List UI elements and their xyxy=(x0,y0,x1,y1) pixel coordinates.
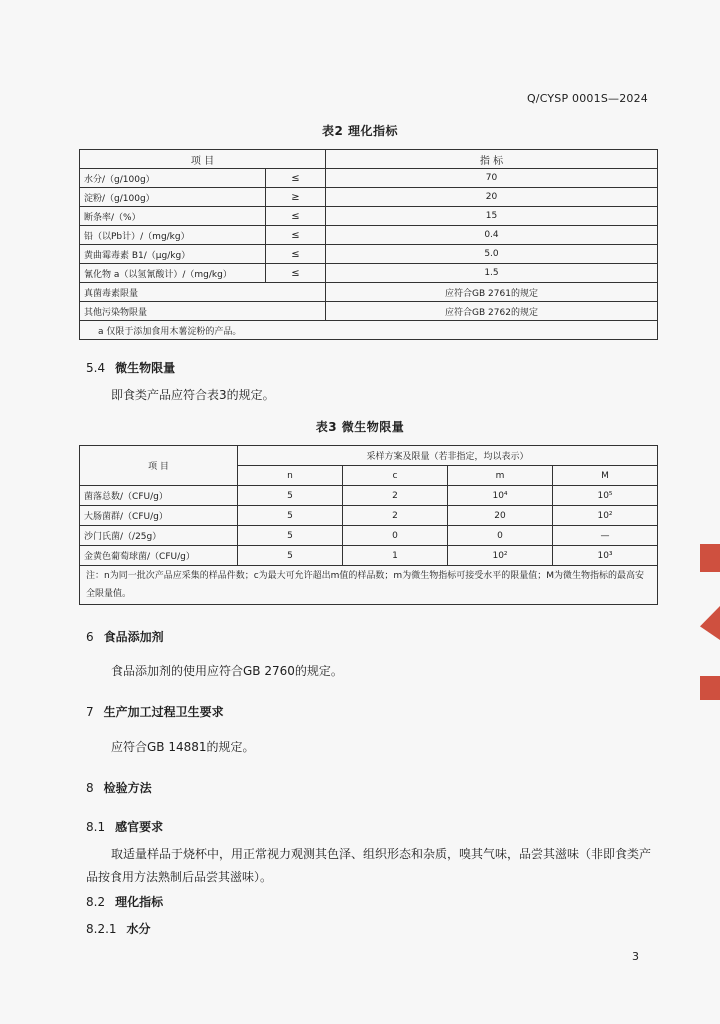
row-item: 菌落总数/（CFU/g） xyxy=(80,486,238,506)
row-m: 0 xyxy=(448,526,553,546)
row-value: 0.4 xyxy=(326,226,658,245)
table2-caption: 表2 理化指标 xyxy=(321,124,399,138)
table-row xyxy=(80,486,658,506)
section-title: 理化指标 xyxy=(115,895,164,909)
row-symbol: ≤ xyxy=(266,169,326,188)
row-value: 应符合GB 2762的规定 xyxy=(326,302,658,321)
row-item: 其他污染物限量 xyxy=(80,302,326,321)
row-value: 1.5 xyxy=(326,264,658,283)
section-title: 微生物限量 xyxy=(115,361,176,375)
row-value: 20 xyxy=(326,188,658,207)
table-row xyxy=(80,226,658,245)
section-6-heading xyxy=(86,628,164,645)
header-index: 指 标 xyxy=(326,150,658,169)
document-code: Q/CYSP 0001S—2024 xyxy=(526,92,648,105)
seal-stamp-fragment xyxy=(700,606,720,640)
row-item: 氰化物 a（以氢氰酸计）/（mg/kg） xyxy=(80,264,266,283)
section-8-1-heading xyxy=(86,818,163,835)
row-c: 1 xyxy=(343,546,448,566)
header-n: n xyxy=(238,466,343,486)
table-row xyxy=(80,264,658,283)
row-m: 20 xyxy=(448,506,553,526)
row-n: 5 xyxy=(238,526,343,546)
row-m: 10⁴ xyxy=(448,486,553,506)
table-row xyxy=(80,283,658,302)
seal-stamp-fragment xyxy=(700,676,720,700)
header-m: m xyxy=(448,466,553,486)
row-symbol: ≤ xyxy=(266,264,326,283)
row-m: 10² xyxy=(448,546,553,566)
section-number: 5.4 xyxy=(86,361,106,375)
row-M: 10³ xyxy=(553,546,658,566)
section-title: 检验方法 xyxy=(103,781,152,795)
row-value: 70 xyxy=(326,169,658,188)
header-item: 项 目 xyxy=(80,446,238,486)
table-header-row xyxy=(80,446,658,466)
row-symbol: ≤ xyxy=(266,245,326,264)
table-row xyxy=(80,526,658,546)
header-c: c xyxy=(343,466,448,486)
row-item: 断条率/（%） xyxy=(80,207,266,226)
table-row xyxy=(80,506,658,526)
table-row xyxy=(80,169,658,188)
table-row xyxy=(80,546,658,566)
row-value: 5.0 xyxy=(326,245,658,264)
table-note-row xyxy=(80,566,658,605)
row-n: 5 xyxy=(238,486,343,506)
physicochemical-table xyxy=(79,149,658,340)
row-n: 5 xyxy=(238,506,343,526)
table-row xyxy=(80,207,658,226)
section-number: 8.2.1 xyxy=(86,922,117,936)
section-8-2-1-heading xyxy=(86,920,151,937)
row-value: 应符合GB 2761的规定 xyxy=(326,283,658,302)
row-item: 真菌毒素限量 xyxy=(80,283,326,302)
section-number: 8.1 xyxy=(86,820,106,834)
table-note-row xyxy=(80,321,658,340)
header-item: 项 目 xyxy=(80,150,326,169)
row-c: 0 xyxy=(343,526,448,546)
row-item: 大肠菌群/（CFU/g） xyxy=(80,506,238,526)
header-sampling-plan: 采样方案及限量（若非指定，均以表示） xyxy=(238,446,658,466)
section-number: 8 xyxy=(86,781,94,795)
table-row xyxy=(80,188,658,207)
row-c: 2 xyxy=(343,486,448,506)
header-M: M xyxy=(553,466,658,486)
row-symbol: ≤ xyxy=(266,226,326,245)
section-title: 感官要求 xyxy=(115,820,164,834)
row-item: 淀粉/（g/100g） xyxy=(80,188,266,207)
section-title: 生产加工过程卫生要求 xyxy=(103,705,224,719)
section-5-4-heading xyxy=(86,359,175,376)
section-8-2-heading xyxy=(86,893,163,910)
section-title: 水分 xyxy=(126,922,151,936)
table-header-row xyxy=(80,150,658,169)
row-symbol: ≤ xyxy=(266,207,326,226)
section-8-1-text: 取适量样品于烧杯中，用正常视力观测其色泽、组织形态和杂质，嗅其气味，品尝其滋味（非即食类产品按食用方法熟制后品尝其滋味）。 xyxy=(86,847,652,884)
row-symbol: ≥ xyxy=(266,188,326,207)
row-n: 5 xyxy=(238,546,343,566)
row-item: 金黄色葡萄球菌/（CFU/g） xyxy=(80,546,238,566)
row-item: 黄曲霉毒素 B1/（μg/kg） xyxy=(80,245,266,264)
section-7-heading xyxy=(86,703,224,720)
seal-stamp-fragment xyxy=(700,544,720,572)
section-6-text: 食品添加剂的使用应符合GB 2760的规定。 xyxy=(111,664,343,678)
row-value: 15 xyxy=(326,207,658,226)
section-number: 8.2 xyxy=(86,895,106,909)
row-c: 2 xyxy=(343,506,448,526)
row-item: 铅（以Pb计）/（mg/kg） xyxy=(80,226,266,245)
table3-caption: 表3 微生物限量 xyxy=(315,420,405,434)
section-8-heading xyxy=(86,779,152,796)
row-M: 10⁵ xyxy=(553,486,658,506)
section-number: 6 xyxy=(86,630,94,644)
table-row xyxy=(80,245,658,264)
row-M: 10² xyxy=(553,506,658,526)
table2-footnote: a 仅限于添加食用木薯淀粉的产品。 xyxy=(80,321,658,340)
section-7-text: 应符合GB 14881的规定。 xyxy=(111,740,255,754)
section-title: 食品添加剂 xyxy=(103,630,164,644)
row-M: — xyxy=(553,526,658,546)
row-item: 沙门氏菌/（/25g） xyxy=(80,526,238,546)
microbial-limits-table xyxy=(79,445,658,605)
section-5-4-text: 即食类产品应符合表3的规定。 xyxy=(111,388,275,402)
row-item: 水分/（g/100g） xyxy=(80,169,266,188)
table3-note: 注：n为同一批次产品应采集的样品件数；c为最大可允许超出m值的样品数；m为微生物指标可接受水平的限量值；M为微生物指标的最高安全限量值。 xyxy=(80,566,658,605)
table-row xyxy=(80,302,658,321)
page-number: 3 xyxy=(632,950,639,963)
section-number: 7 xyxy=(86,705,94,719)
